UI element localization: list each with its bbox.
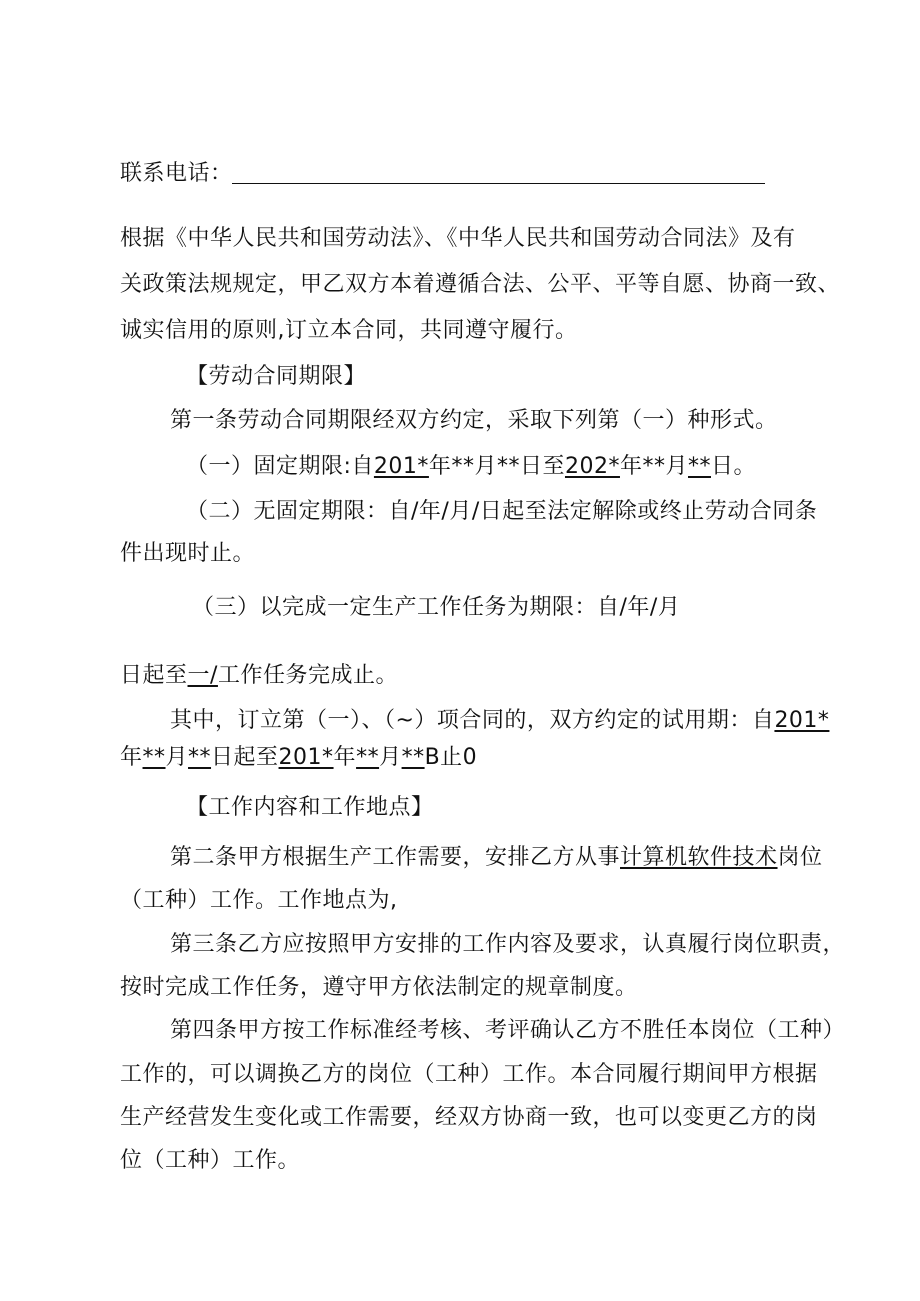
article-2-position: 计算机软件技术 bbox=[620, 845, 778, 870]
article-2-line-2: （工种）工作。工作地点为, bbox=[120, 888, 398, 913]
probation-day-to: 日起至 bbox=[211, 745, 279, 770]
article-4-line-2: 工作的，可以调换乙方的岗位（工种）工作。本合同履行期间甲方根据 bbox=[120, 1062, 818, 1087]
term-option-1-month-char-2: 月 bbox=[665, 454, 688, 479]
contact-phone-blank-line bbox=[232, 183, 765, 184]
probation-start-year: 201* bbox=[774, 708, 830, 733]
section-heading-contract-term: 【劳动合同期限】 bbox=[186, 364, 367, 389]
section-heading-work-content: 【工作内容和工作地点】 bbox=[186, 795, 434, 820]
contact-phone-label: 联系电话： bbox=[120, 161, 233, 186]
term-option-1-day-val-2: ** bbox=[688, 454, 711, 479]
term-option-1-day-to: 日至 bbox=[519, 454, 565, 479]
term-option-2-line-2: 件出现时止。 bbox=[120, 541, 256, 566]
probation-end-text: B止0 bbox=[424, 745, 478, 770]
term-option-1-month-val-2: ** bbox=[642, 454, 666, 479]
article-2-line-1 bbox=[170, 843, 823, 873]
term-option-3-line-1: （三）以完成一定生产工作任务为期限：自/年/月 bbox=[192, 595, 681, 620]
term-option-1-end-year: 202* bbox=[564, 454, 620, 479]
probation-line-2 bbox=[120, 743, 477, 773]
probation-end-month: ** bbox=[356, 745, 380, 770]
term-option-1-day-end: 日。 bbox=[711, 454, 757, 479]
article-4-line-1: 第四条甲方按工作标准经考核、考评确认乙方不胜任本岗位（工种） bbox=[170, 1018, 846, 1043]
term-option-1-month-val: ** bbox=[451, 454, 475, 479]
term-option-1-month-char: 月 bbox=[474, 454, 497, 479]
probation-start-month: ** bbox=[142, 745, 166, 770]
article-2-text-b: 岗位 bbox=[777, 845, 823, 870]
probation-year-char-2: 年 bbox=[333, 745, 357, 770]
probation-end-year: 201* bbox=[278, 745, 334, 770]
article-2-text-a: 第二条甲方根据生产工作需要，安排乙方从事 bbox=[170, 845, 621, 870]
article-3-line-2: 按时完成工作任务，遵守甲方依法制定的规章制度。 bbox=[120, 975, 638, 1000]
probation-end-day: ** bbox=[401, 745, 425, 770]
article-1: 第一条劳动合同期限经双方约定，采取下列第（一）种形式。 bbox=[170, 408, 778, 433]
term-option-2-line-1: （二）无固定期限：自/年/月/日起至法定解除或终止劳动合同条 bbox=[186, 499, 818, 524]
article-3-line-1: 第三条乙方应按照甲方安排的工作内容及要求，认真履行岗位职责， bbox=[170, 932, 846, 957]
term-option-3-from: 日起至 bbox=[120, 663, 188, 688]
preamble-line-1: 根据《中华人民共和国劳动法》、《中华人民共和国劳动合同法》及有 bbox=[120, 226, 796, 251]
probation-line-1-text: 其中，订立第（一）、（~）项合同的，双方约定的试用期：自 bbox=[170, 708, 775, 733]
preamble-line-3: 诚实信用的原则,订立本合同，共同遵守履行。 bbox=[120, 318, 578, 343]
probation-month-char: 月 bbox=[165, 745, 189, 770]
term-option-3-line-2 bbox=[120, 661, 398, 691]
probation-start-day: ** bbox=[188, 745, 212, 770]
term-option-1-day-val: ** bbox=[496, 454, 520, 479]
preamble-line-2: 关政策法规规定，甲乙双方本着遵循合法、公平、平等自愿、协商一致、 bbox=[120, 272, 841, 297]
article-4-line-3: 生产经营发生变化或工作需要，经双方协商一致，也可以变更乙方的岗 bbox=[120, 1105, 818, 1130]
term-option-1-year-char-2: 年 bbox=[619, 454, 643, 479]
term-option-3-blank: 一/ bbox=[187, 663, 218, 688]
term-option-3-end: 工作任务完成止。 bbox=[217, 663, 398, 688]
term-option-1-start-year: 201* bbox=[373, 454, 429, 479]
term-option-1 bbox=[186, 452, 756, 482]
probation-month-char-2: 月 bbox=[379, 745, 402, 770]
probation-year-char: 年 bbox=[120, 745, 143, 770]
article-4-line-4: 位（工种）工作。 bbox=[120, 1148, 301, 1173]
term-option-1-prefix: （一）固定期限:自 bbox=[186, 454, 374, 479]
probation-line-1 bbox=[170, 706, 829, 736]
term-option-1-year-char: 年 bbox=[428, 454, 452, 479]
